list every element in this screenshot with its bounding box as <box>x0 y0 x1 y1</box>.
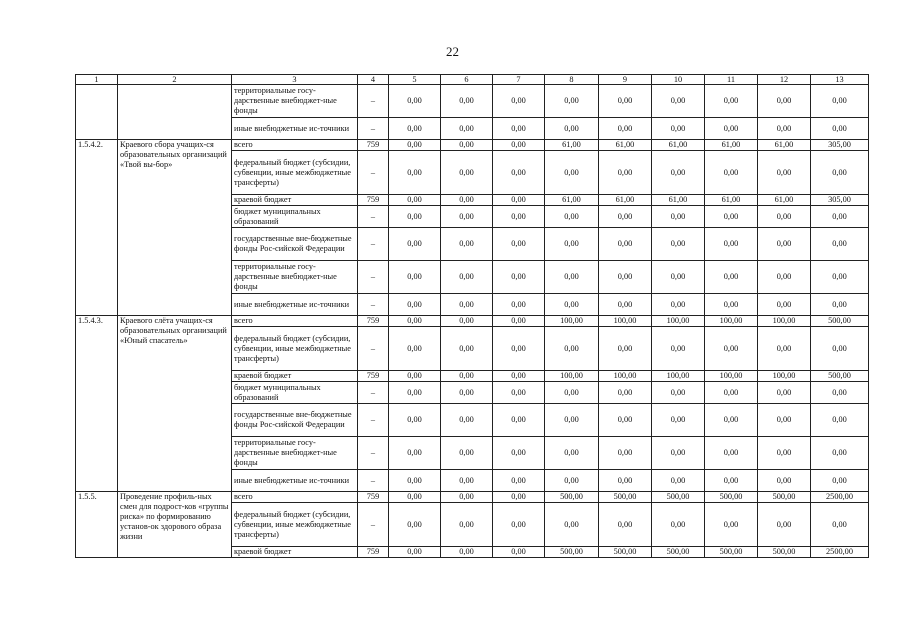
amount-cell: 0,00 <box>493 85 545 118</box>
item-name: Краевого сбора учащих-ся образовательных организаций «Твой вы-бор» <box>118 140 232 316</box>
amount-cell: 0,00 <box>389 151 441 195</box>
funding-source: государственные вне-бюджетные фонды Рос-сийской Федерации <box>232 404 358 437</box>
budget-table <box>75 74 869 558</box>
amount-cell: 0,00 <box>493 327 545 371</box>
amount-cell: 0,00 <box>493 437 545 470</box>
amount-cell: 0,00 <box>599 151 652 195</box>
column-number: 9 <box>599 75 652 85</box>
amount-cell: 0,00 <box>389 261 441 294</box>
amount-cell: 0,00 <box>493 140 545 151</box>
amount-cell: 0,00 <box>493 294 545 316</box>
table-row <box>76 140 869 151</box>
column-number: 6 <box>441 75 493 85</box>
amount-cell: 0,00 <box>758 206 811 228</box>
amount-cell: 61,00 <box>599 195 652 206</box>
amount-cell: 500,00 <box>758 492 811 503</box>
amount-cell: 0,00 <box>705 206 758 228</box>
amount-cell: 0,00 <box>652 151 705 195</box>
amount-cell: 0,00 <box>599 85 652 118</box>
amount-cell: 0,00 <box>389 404 441 437</box>
amount-cell: 0,00 <box>389 316 441 327</box>
amount-cell: 0,00 <box>389 547 441 558</box>
amount-cell: 61,00 <box>705 195 758 206</box>
amount-cell: 0,00 <box>441 228 493 261</box>
budget-code: 759 <box>358 371 389 382</box>
amount-cell: 61,00 <box>652 140 705 151</box>
amount-cell: 0,00 <box>441 195 493 206</box>
budget-code: – <box>358 261 389 294</box>
funding-source: иные внебюджетные ис-точники <box>232 294 358 316</box>
amount-cell: 61,00 <box>758 195 811 206</box>
amount-cell: 0,00 <box>758 327 811 371</box>
budget-code: – <box>358 382 389 404</box>
column-number: 11 <box>705 75 758 85</box>
column-number: 5 <box>389 75 441 85</box>
amount-cell: 0,00 <box>441 547 493 558</box>
amount-cell: 61,00 <box>545 195 599 206</box>
funding-source: всего <box>232 140 358 151</box>
column-number: 10 <box>652 75 705 85</box>
amount-cell: 0,00 <box>652 294 705 316</box>
budget-code: 759 <box>358 316 389 327</box>
amount-cell: 0,00 <box>441 151 493 195</box>
amount-cell: 0,00 <box>652 503 705 547</box>
amount-cell: 0,00 <box>545 151 599 195</box>
amount-cell: 0,00 <box>545 382 599 404</box>
amount-cell: 0,00 <box>389 327 441 371</box>
amount-cell: 500,00 <box>652 547 705 558</box>
amount-cell: 500,00 <box>652 492 705 503</box>
page-number: 22 <box>446 44 459 59</box>
funding-source: государственные вне-бюджетные фонды Рос-сийской Федерации <box>232 228 358 261</box>
amount-cell: 0,00 <box>705 437 758 470</box>
amount-cell: 0,00 <box>811 294 869 316</box>
amount-cell: 0,00 <box>705 118 758 140</box>
amount-cell: 0,00 <box>652 404 705 437</box>
amount-cell: 0,00 <box>599 503 652 547</box>
budget-code: – <box>358 118 389 140</box>
amount-cell: 61,00 <box>652 195 705 206</box>
amount-cell: 0,00 <box>599 404 652 437</box>
amount-cell: 0,00 <box>389 437 441 470</box>
item-name <box>118 85 232 140</box>
amount-cell: 0,00 <box>758 85 811 118</box>
amount-cell: 500,00 <box>705 492 758 503</box>
amount-cell: 0,00 <box>599 206 652 228</box>
table-row <box>76 492 869 503</box>
amount-cell: 0,00 <box>705 85 758 118</box>
amount-cell: 0,00 <box>705 470 758 492</box>
amount-cell: 500,00 <box>545 492 599 503</box>
amount-cell: 0,00 <box>758 228 811 261</box>
column-number: 12 <box>758 75 811 85</box>
amount-cell: 0,00 <box>493 547 545 558</box>
amount-cell: 0,00 <box>811 151 869 195</box>
amount-cell: 0,00 <box>758 437 811 470</box>
amount-cell: 0,00 <box>493 206 545 228</box>
amount-cell: 0,00 <box>705 404 758 437</box>
amount-cell: 0,00 <box>441 118 493 140</box>
column-number: 1 <box>76 75 118 85</box>
item-name: Краевого слёта учащих-ся образовательных организаций «Юный спасатель» <box>118 316 232 492</box>
amount-cell: 0,00 <box>493 151 545 195</box>
amount-cell: 0,00 <box>545 261 599 294</box>
funding-source: всего <box>232 492 358 503</box>
budget-code: – <box>358 437 389 470</box>
budget-code: – <box>358 470 389 492</box>
budget-table-body <box>76 75 869 558</box>
funding-source: краевой бюджет <box>232 547 358 558</box>
funding-source: федеральный бюджет (субсидии, субвенции, иные межбюджетные трансферты) <box>232 151 358 195</box>
amount-cell: 0,00 <box>652 382 705 404</box>
amount-cell: 0,00 <box>758 118 811 140</box>
amount-cell: 100,00 <box>758 371 811 382</box>
budget-code: 759 <box>358 547 389 558</box>
funding-source: территориальные госу-дарственные внебюджет-ные фонды <box>232 437 358 470</box>
amount-cell: 100,00 <box>652 316 705 327</box>
amount-cell: 0,00 <box>652 118 705 140</box>
amount-cell: 0,00 <box>441 404 493 437</box>
amount-cell: 0,00 <box>441 294 493 316</box>
budget-code: 759 <box>358 492 389 503</box>
budget-code: 759 <box>358 140 389 151</box>
amount-cell: 0,00 <box>389 85 441 118</box>
amount-cell: 100,00 <box>599 316 652 327</box>
amount-cell: 0,00 <box>758 294 811 316</box>
column-number: 7 <box>493 75 545 85</box>
funding-source: иные внебюджетные ис-точники <box>232 118 358 140</box>
amount-cell: 0,00 <box>441 437 493 470</box>
funding-source: территориальные госу-дарственные внебюджет-ные фонды <box>232 261 358 294</box>
amount-cell: 0,00 <box>811 503 869 547</box>
amount-cell: 305,00 <box>811 140 869 151</box>
amount-cell: 500,00 <box>545 547 599 558</box>
amount-cell: 0,00 <box>441 382 493 404</box>
amount-cell: 0,00 <box>705 261 758 294</box>
amount-cell: 0,00 <box>493 404 545 437</box>
column-number: 13 <box>811 75 869 85</box>
amount-cell: 0,00 <box>545 437 599 470</box>
amount-cell: 305,00 <box>811 195 869 206</box>
amount-cell: 0,00 <box>493 371 545 382</box>
item-code <box>76 85 118 140</box>
budget-code: – <box>358 151 389 195</box>
amount-cell: 500,00 <box>599 492 652 503</box>
amount-cell: 61,00 <box>758 140 811 151</box>
amount-cell: 0,00 <box>652 470 705 492</box>
amount-cell: 0,00 <box>389 140 441 151</box>
amount-cell: 0,00 <box>599 261 652 294</box>
amount-cell: 0,00 <box>389 228 441 261</box>
funding-source: бюджет муниципальных образований <box>232 206 358 228</box>
amount-cell: 0,00 <box>599 294 652 316</box>
item-name: Проведение профиль-ных смен для подрост-ков «группы риска» по формированию установ-ок здорового образа жизни <box>118 492 232 558</box>
amount-cell: 0,00 <box>811 85 869 118</box>
amount-cell: 0,00 <box>758 151 811 195</box>
amount-cell: 500,00 <box>811 371 869 382</box>
amount-cell: 0,00 <box>758 261 811 294</box>
item-code: 1.5.5. <box>76 492 118 558</box>
funding-source: краевой бюджет <box>232 371 358 382</box>
amount-cell: 0,00 <box>705 327 758 371</box>
amount-cell: 0,00 <box>652 85 705 118</box>
amount-cell: 0,00 <box>389 503 441 547</box>
amount-cell: 0,00 <box>599 118 652 140</box>
amount-cell: 0,00 <box>545 503 599 547</box>
budget-code: – <box>358 404 389 437</box>
amount-cell: 61,00 <box>705 140 758 151</box>
amount-cell: 0,00 <box>493 195 545 206</box>
amount-cell: 0,00 <box>811 382 869 404</box>
amount-cell: 0,00 <box>389 206 441 228</box>
amount-cell: 0,00 <box>599 228 652 261</box>
amount-cell: 100,00 <box>652 371 705 382</box>
amount-cell: 2500,00 <box>811 492 869 503</box>
amount-cell: 0,00 <box>545 294 599 316</box>
amount-cell: 2500,00 <box>811 547 869 558</box>
amount-cell: 0,00 <box>389 492 441 503</box>
amount-cell: 0,00 <box>545 470 599 492</box>
amount-cell: 0,00 <box>493 503 545 547</box>
amount-cell: 0,00 <box>705 382 758 404</box>
amount-cell: 0,00 <box>599 327 652 371</box>
amount-cell: 0,00 <box>652 437 705 470</box>
amount-cell: 0,00 <box>758 503 811 547</box>
amount-cell: 0,00 <box>389 371 441 382</box>
amount-cell: 0,00 <box>389 294 441 316</box>
amount-cell: 500,00 <box>811 316 869 327</box>
amount-cell: 0,00 <box>811 228 869 261</box>
amount-cell: 0,00 <box>545 85 599 118</box>
amount-cell: 0,00 <box>441 327 493 371</box>
amount-cell: 61,00 <box>545 140 599 151</box>
amount-cell: 0,00 <box>758 470 811 492</box>
amount-cell: 0,00 <box>493 470 545 492</box>
amount-cell: 0,00 <box>389 118 441 140</box>
amount-cell: 0,00 <box>493 261 545 294</box>
amount-cell: 0,00 <box>811 206 869 228</box>
amount-cell: 0,00 <box>599 470 652 492</box>
item-code: 1.5.4.3. <box>76 316 118 492</box>
amount-cell: 0,00 <box>441 503 493 547</box>
budget-code: – <box>358 327 389 371</box>
amount-cell: 0,00 <box>705 151 758 195</box>
amount-cell: 0,00 <box>545 118 599 140</box>
funding-source: всего <box>232 316 358 327</box>
amount-cell: 0,00 <box>493 316 545 327</box>
amount-cell: 0,00 <box>758 404 811 437</box>
amount-cell: 0,00 <box>493 118 545 140</box>
amount-cell: 0,00 <box>441 371 493 382</box>
amount-cell: 0,00 <box>441 316 493 327</box>
amount-cell: 0,00 <box>652 206 705 228</box>
amount-cell: 0,00 <box>493 382 545 404</box>
amount-cell: 0,00 <box>441 85 493 118</box>
amount-cell: 0,00 <box>545 228 599 261</box>
amount-cell: 0,00 <box>599 437 652 470</box>
amount-cell: 500,00 <box>758 547 811 558</box>
amount-cell: 500,00 <box>599 547 652 558</box>
funding-source: бюджет муниципальных образований <box>232 382 358 404</box>
amount-cell: 0,00 <box>705 228 758 261</box>
budget-code: – <box>358 503 389 547</box>
amount-cell: 0,00 <box>652 327 705 371</box>
amount-cell: 100,00 <box>545 316 599 327</box>
funding-source: федеральный бюджет (субсидии, субвенции, иные межбюджетные трансферты) <box>232 503 358 547</box>
amount-cell: 0,00 <box>811 118 869 140</box>
amount-cell: 0,00 <box>705 294 758 316</box>
amount-cell: 100,00 <box>705 316 758 327</box>
budget-code: 759 <box>358 195 389 206</box>
funding-source: иные внебюджетные ис-точники <box>232 470 358 492</box>
budget-code: – <box>358 85 389 118</box>
budget-code: – <box>358 228 389 261</box>
amount-cell: 0,00 <box>545 206 599 228</box>
amount-cell: 0,00 <box>652 228 705 261</box>
amount-cell: 0,00 <box>811 404 869 437</box>
amount-cell: 0,00 <box>599 382 652 404</box>
funding-source: краевой бюджет <box>232 195 358 206</box>
amount-cell: 100,00 <box>758 316 811 327</box>
amount-cell: 0,00 <box>493 492 545 503</box>
column-number: 8 <box>545 75 599 85</box>
amount-cell: 100,00 <box>599 371 652 382</box>
amount-cell: 0,00 <box>441 492 493 503</box>
budget-code: – <box>358 206 389 228</box>
amount-cell: 100,00 <box>545 371 599 382</box>
amount-cell: 0,00 <box>389 195 441 206</box>
amount-cell: 100,00 <box>705 371 758 382</box>
amount-cell: 500,00 <box>705 547 758 558</box>
amount-cell: 61,00 <box>599 140 652 151</box>
amount-cell: 0,00 <box>811 327 869 371</box>
item-code: 1.5.4.2. <box>76 140 118 316</box>
amount-cell: 0,00 <box>441 140 493 151</box>
column-number: 2 <box>118 75 232 85</box>
funding-source: федеральный бюджет (субсидии, субвенции, иные межбюджетные трансферты) <box>232 327 358 371</box>
amount-cell: 0,00 <box>545 327 599 371</box>
column-number: 4 <box>358 75 389 85</box>
amount-cell: 0,00 <box>811 470 869 492</box>
amount-cell: 0,00 <box>389 382 441 404</box>
amount-cell: 0,00 <box>545 404 599 437</box>
amount-cell: 0,00 <box>758 382 811 404</box>
amount-cell: 0,00 <box>441 470 493 492</box>
column-number: 3 <box>232 75 358 85</box>
table-row <box>76 85 869 118</box>
column-number-row <box>76 75 869 85</box>
table-row <box>76 316 869 327</box>
amount-cell: 0,00 <box>705 503 758 547</box>
amount-cell: 0,00 <box>441 261 493 294</box>
amount-cell: 0,00 <box>493 228 545 261</box>
amount-cell: 0,00 <box>652 261 705 294</box>
budget-code: – <box>358 294 389 316</box>
amount-cell: 0,00 <box>811 261 869 294</box>
amount-cell: 0,00 <box>811 437 869 470</box>
funding-source: территориальные госу-дарственные внебюджет-ные фонды <box>232 85 358 118</box>
amount-cell: 0,00 <box>441 206 493 228</box>
amount-cell: 0,00 <box>389 470 441 492</box>
